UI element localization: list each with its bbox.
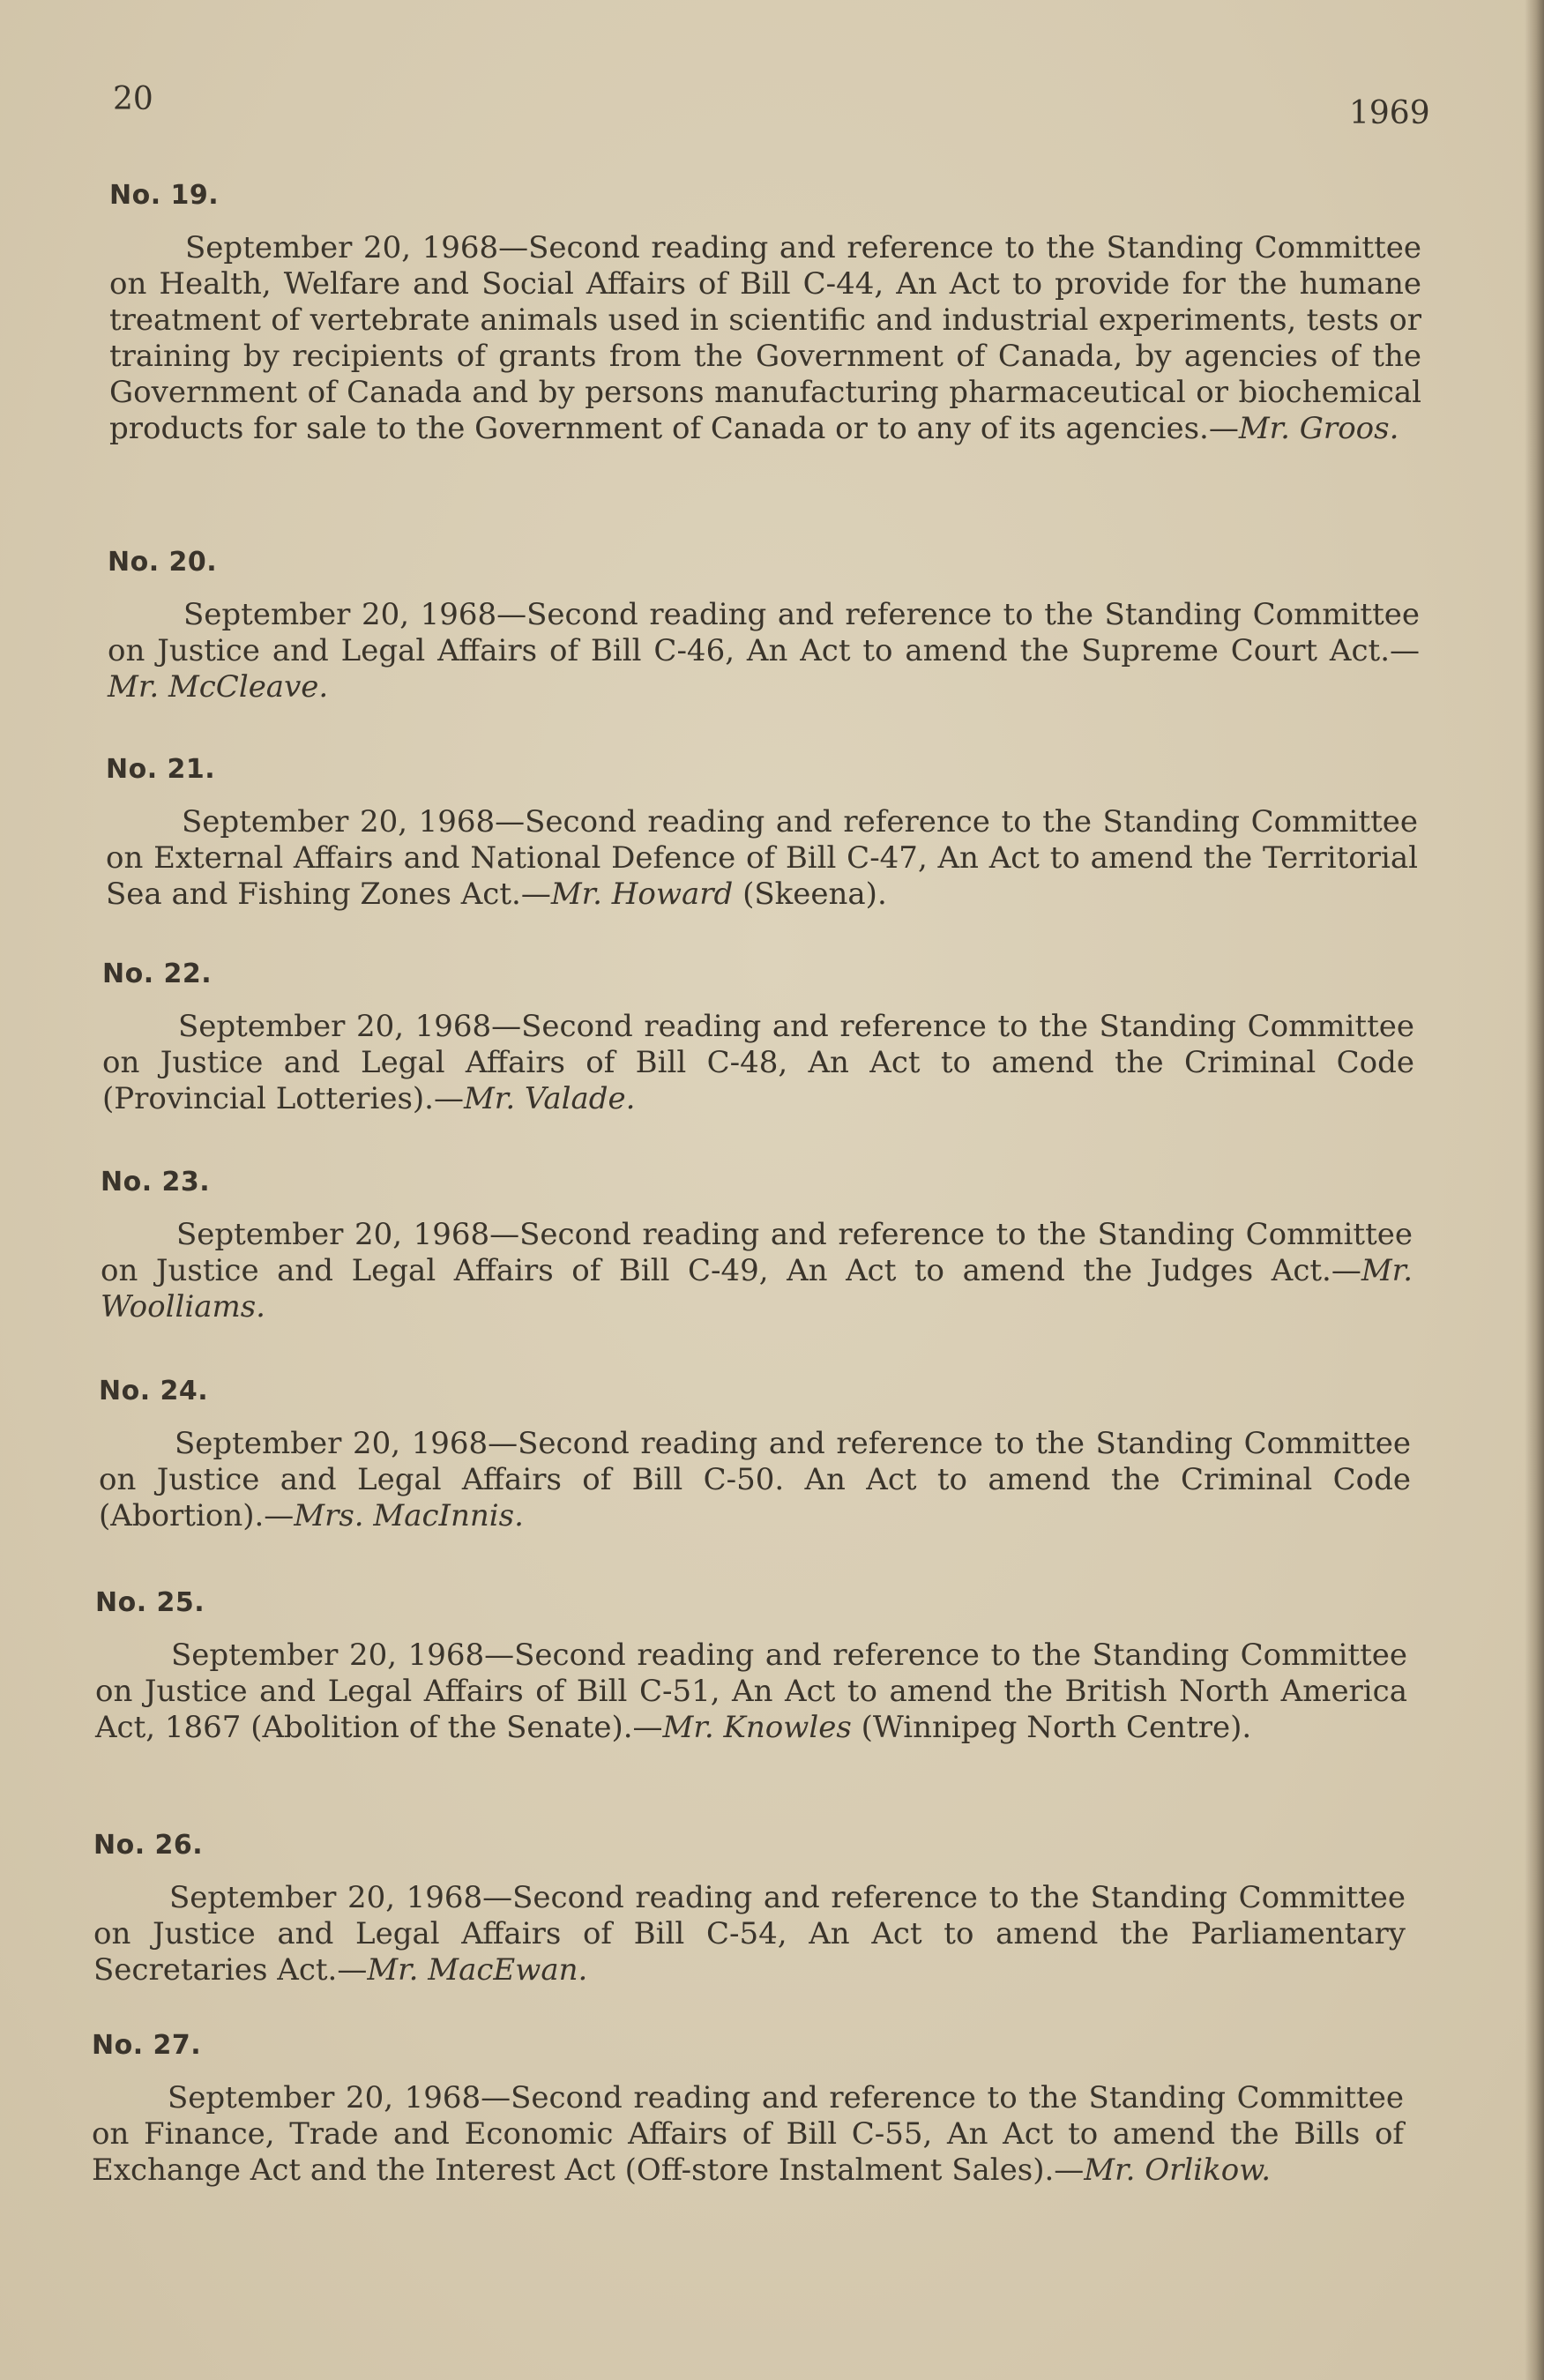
- entry-body: September 20, 1968—Second reading and reference to the Standing Committee on Justice and Legal Affairs of Bill C-46, An Act to amend the Supreme Court Act.—: [108, 597, 1420, 668]
- entry-body: September 20, 1968—Second reading and reference to the Standing Committee on Health, Welfare and Social Affairs of Bill C-44, An Act to provide for the humane treatment of vertebrate animals used in scientific and industrial experiments, tests or training by recipients of grants from the Government of Canada, by agencies of the Government of Canada and by persons manufacturing pharmaceutical or biochemical products for sale to the Government of Canada or to any of its agencies.—: [109, 230, 1421, 446]
- entry-body: September 20, 1968—Second reading and reference to the Standing Committee on Justice and Legal Affairs of Bill C-50. An Act to amend the Criminal Code (Abortion).—: [99, 1426, 1411, 1533]
- entry-body: September 20, 1968—Second reading and reference to the Standing Committee on Justice and Legal Affairs of Bill C-48, An Act to amend the Criminal Code (Provincial Lotteries).—: [102, 1009, 1414, 1116]
- entry-number: No. 24.: [99, 1376, 209, 1406]
- entry-text: [93, 1880, 1406, 1988]
- entry-body: September 20, 1968—Second reading and reference to the Standing Committee on Justice and Legal Affairs of Bill C-49, An Act to amend the Judges Act.—: [101, 1217, 1413, 1288]
- entry-number: No. 21.: [106, 754, 216, 785]
- entry-body: September 20, 1968—Second reading and reference to the Standing Committee on Finance, Trade and Economic Affairs of Bill C-55, An Act to amend the Bills of Exchange Act and the Interest Act (Off-store Instalment Sales).—: [92, 2080, 1404, 2188]
- entry-text: [109, 230, 1421, 447]
- entry-22: [102, 959, 1414, 1117]
- entry-member: Mr. MacEwan.: [367, 1952, 588, 1988]
- page-edge-shadow: [1525, 0, 1544, 2380]
- entry-member: Mrs. MacInnis.: [294, 1498, 524, 1533]
- entry-member: Mr. Groos.: [1238, 411, 1399, 446]
- entry-number: No. 26.: [93, 1830, 204, 1861]
- entry-member: Mr. Valade.: [463, 1081, 636, 1116]
- entry-24: [99, 1376, 1411, 1534]
- entry-text: [92, 2080, 1404, 2189]
- entry-number: No. 22.: [102, 959, 213, 989]
- entry-text: [106, 804, 1418, 913]
- entry-body: September 20, 1968—Second reading and reference to the Standing Committee on Justice and Legal Affairs of Bill C-54, An Act to amend the Parliamentary Secretaries Act.—: [93, 1880, 1406, 1988]
- entry-body: September 20, 1968—Second reading and reference to the Standing Committee on Justice and Legal Affairs of Bill C-51, An Act to amend the British North America Act, 1867 (Abolition of the Senate).—: [95, 1638, 1407, 1745]
- page-number: 20: [113, 81, 153, 117]
- entry-25: [95, 1587, 1407, 1746]
- entry-number: No. 23.: [101, 1167, 211, 1197]
- entry-number: No. 20.: [108, 547, 218, 578]
- entry-member: Mr. McCleave.: [108, 669, 329, 705]
- entry-23: [101, 1167, 1413, 1325]
- entry-member: Mr. Orlikow.: [1084, 2152, 1272, 2188]
- entry-text: [95, 1638, 1407, 1746]
- entry-riding: (Skeena).: [733, 877, 887, 912]
- entry-27: [92, 2030, 1404, 2189]
- entry-body: September 20, 1968—Second reading and reference to the Standing Committee on External Affairs and National Defence of Bill C-47, An Act to amend the Territorial Sea and Fishing Zones Act.—: [106, 804, 1418, 912]
- entry-member: Mr. Woolliams.: [101, 1253, 1413, 1324]
- entry-20: [108, 547, 1420, 705]
- entry-riding: (Winnipeg North Centre).: [851, 1710, 1252, 1745]
- entry-text: [99, 1426, 1411, 1534]
- page-year: 1969: [1349, 95, 1430, 131]
- entry-number: No. 25.: [95, 1587, 205, 1618]
- entry-number: No. 27.: [92, 2030, 202, 2061]
- entry-19: [109, 180, 1421, 447]
- entry-member: Mr. Knowles: [662, 1710, 852, 1745]
- entry-member: Mr. Howard: [550, 877, 734, 912]
- entry-text: [101, 1217, 1413, 1325]
- entry-number: No. 19.: [109, 180, 220, 211]
- entry-text: [102, 1009, 1414, 1117]
- entry-21: [106, 754, 1418, 913]
- entry-26: [93, 1830, 1406, 1988]
- entry-text: [108, 597, 1420, 705]
